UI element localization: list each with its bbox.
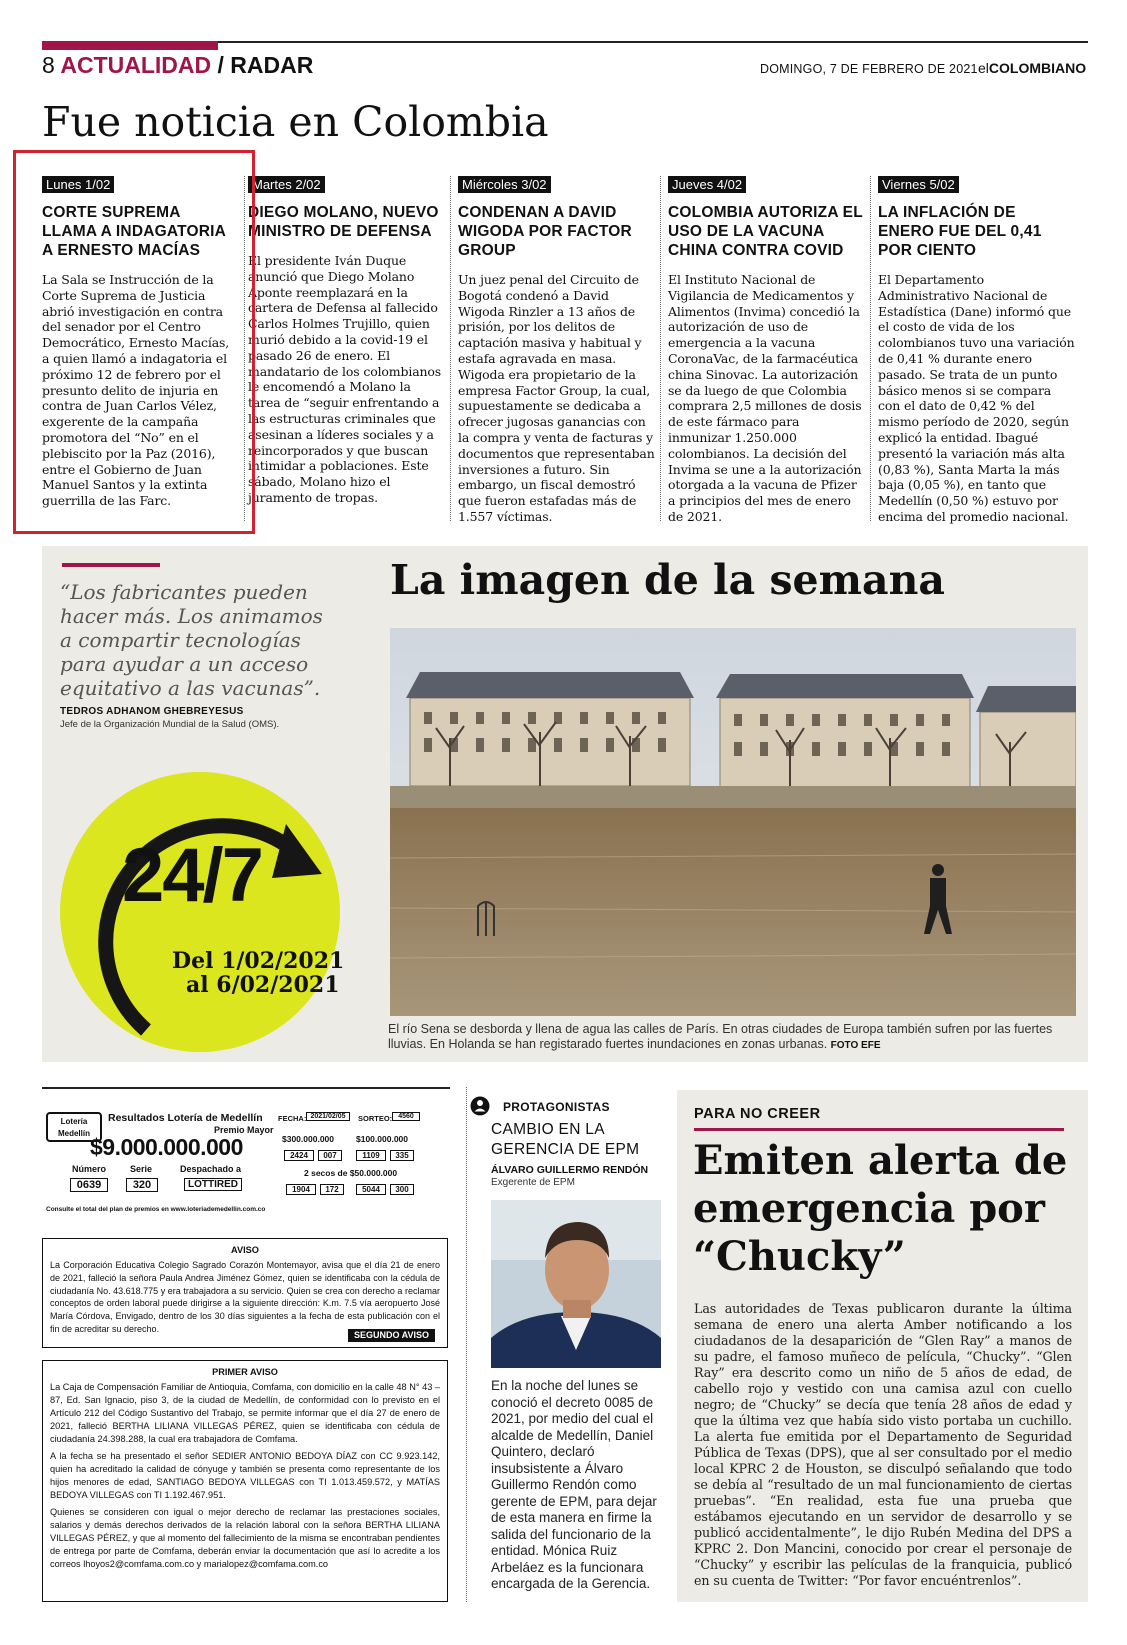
lottery-prize: $9.000.000.000 bbox=[90, 1134, 243, 1160]
protagonist-role: Exgerente de EPM bbox=[491, 1177, 575, 1188]
day-headline: LA INFLACIÓN DE ENERO FUE DEL 0,41 POR CIENTO bbox=[878, 204, 1042, 259]
day-headline: COLOMBIA AUTORIZA EL USO DE LA VACUNA CHINA CONTRA COVID bbox=[668, 204, 863, 259]
fecha-label: FECHA: bbox=[278, 1114, 307, 1123]
day-headline: CONDENAN A DAVID WIGODA POR FACTOR GROUP bbox=[458, 204, 632, 259]
seco-1-number: 2424 bbox=[284, 1150, 314, 1161]
protagonist-photo bbox=[491, 1200, 661, 1368]
photo-caption bbox=[388, 1022, 1078, 1053]
notice-paragraph: Quienes se consideren con igual o mejor derecho de reclamar las prestaciones sociales, salarios y demás derechos derivados de la relación laboral con la señora BERTHA LILIANA VILLEGAS PÉREZ, y que al momento del fallecimiento de la misma se encontraban pendientes de entrega por parte de Comfama, deberán enviar la documentación que así lo acredite a los correos lhoyos2@comfama.com.co y marialopez@comfama.com.co bbox=[50, 1507, 440, 1569]
quote-text: “Los fabricantes pueden hacer más. Los animamos a compartir tecnologías para ayudar a un acceso equitativo a las vacunas”. bbox=[60, 580, 323, 700]
day-label: Lunes 1/02 bbox=[42, 176, 114, 193]
newspaper-logo bbox=[978, 60, 1086, 76]
lottery-logo-top: Lotería bbox=[60, 1117, 88, 1126]
section-color-bar bbox=[42, 41, 218, 50]
draw-number: 4560 bbox=[392, 1112, 420, 1121]
newspaper-logo-name: COLOMBIANO bbox=[988, 60, 1087, 76]
notice-paragraph: A la fecha se ha presentado el señor SEDIER ANTONIO BEDOYA DÍAZ con CC 9.923.142, quien ha acreditado la calidad de cónyuge y también se presenta como representante de los hijos menores de edad, SANTIAGO BEDOYA VILLEGAS con TI 1.013.459.572, y MATÍAS BEDOYA VILLEGAS con TI 1.192.467.951. bbox=[50, 1451, 440, 1500]
lottery-results bbox=[46, 1112, 450, 1222]
day-headline: DIEGO MOLANO, NUEVO MINISTRO DE DEFENSA bbox=[248, 204, 439, 240]
seco-3-number: 1904 bbox=[286, 1184, 316, 1195]
winning-serie: 320 bbox=[126, 1178, 158, 1192]
day-label: Viernes 5/02 bbox=[878, 176, 959, 193]
day-body: La Sala se Instrucción de la Corte Suprema de Justicia abrió investigación en contra del senador por el Centro Democrático, Ernesto Macías, a quien llamó a indagatoria el próximo 12 de febrero por el presunto delito de injuria en contra de Juan Carlos Vélez, exgerente de la campaña promotora del “No” en el plebiscito por la Paz (2016), entre el Gobierno de Juan Manuel Santos y la extinta guerrilla de las Farc. bbox=[42, 272, 230, 509]
flood-photo bbox=[390, 628, 1076, 1016]
badge-date-from: Del 1/02/2021 bbox=[172, 948, 345, 974]
issue-date: DOMINGO, 7 DE FEBRERO DE 2021 bbox=[760, 62, 978, 76]
winning-number: 0639 bbox=[70, 1178, 108, 1192]
chucky-accent-rule bbox=[694, 1128, 1064, 1131]
lottery-title: Resultados Lotería de Medellín bbox=[108, 1112, 263, 1124]
dispatched-to: LOTTIRED bbox=[184, 1178, 242, 1191]
lottery-footer: Consulte el total del plan de premios en www.loteriademedellin.com.co bbox=[46, 1206, 266, 1213]
lottery-logo-bottom: Medellín bbox=[57, 1129, 90, 1138]
seco-2-amount: $100.000.000 bbox=[356, 1134, 408, 1144]
protagonists-kicker: PROTAGONISTAS bbox=[503, 1100, 610, 1114]
section-header bbox=[42, 52, 313, 79]
seco-3-serie: 172 bbox=[320, 1184, 344, 1195]
protagonist-name: ÁLVARO GUILLERMO RENDÓN bbox=[491, 1164, 649, 1176]
seco-1-amount: $300.000.000 bbox=[282, 1134, 334, 1144]
draw-date: 2021/02/05 bbox=[306, 1112, 350, 1121]
sorteo-label: SORTEO: bbox=[358, 1114, 393, 1123]
protagonists-title: CAMBIO EN LA GERENCIA DE EPM bbox=[491, 1121, 640, 1158]
column-divider bbox=[660, 176, 661, 521]
quote-author: TEDROS ADHANOM GHEBREYESUS bbox=[60, 706, 244, 717]
day-body: El Instituto Nacional de Vigilancia de Medicamentos y Alimentos (Invima) concedió la autorización de uso de emergencia a la vacuna CoronaVac, de la farmacéutica china Sinovac. La autorización se da luego de que Colombia comprara 2,5 millones de dosis de este fármaco para inmunizar 1.250.000 colombianos. La decisión del Invima se une a la autorización otorgada a la vacuna de Pfizer a principios del mes de enero de 2021. bbox=[668, 272, 862, 524]
day-body: El presidente Iván Duque anunció que Diego Molano Aponte reemplazará en la cartera de Defensa al fallecido Carlos Holmes Trujillo, quien murió debido a la covid-19 el pasado 26 de enero. El mandatario de los colombianos le encomendó a Molano la tarea de “seguir enfrentando a las estructuras criminales que asesinan a líderes sociales y a reincorporados y que buscan intimidar a poblaciones. Este sábado, Molano hizo el juramento de tropas. bbox=[248, 253, 442, 505]
person-icon bbox=[470, 1096, 490, 1116]
day-label: Martes 2/02 bbox=[248, 176, 325, 193]
legal-notice-2 bbox=[42, 1360, 448, 1602]
seco-2-serie: 335 bbox=[390, 1150, 414, 1161]
bottom-rule bbox=[42, 1087, 450, 1089]
column-divider bbox=[466, 1087, 467, 1602]
day-headline: CORTE SUPREMA LLAMA A INDAGATORIA A ERNESTO MACÍAS bbox=[42, 204, 226, 259]
badge-24-7-text: 24/7 bbox=[122, 833, 262, 918]
day-label: Jueves 4/02 bbox=[668, 176, 746, 193]
chucky-kicker: PARA NO CREER bbox=[694, 1106, 821, 1122]
seco-4-number: 5044 bbox=[356, 1184, 386, 1195]
day-column-thursday bbox=[668, 176, 865, 525]
day-body: El Departamento Administrativo Nacional de Estadística (Dane) informó que el costo de vida de los colombianos tuvo una variación de 0,41 % durante enero pasado. Se trata de un punto básico menos si se compara con el dato de 0,42 % del mismo período de 2020, según explicó la entidad. Ibagué presentó la variación más alta (0,83 %), Santa Marta la más baja (0,05 %), en tanto que Medellín (0,50 %) estuvo por encima del promedio nacional. bbox=[878, 272, 1075, 524]
seco-1-serie: 007 bbox=[318, 1150, 342, 1161]
page-number: 8 bbox=[42, 52, 55, 78]
day-body: Un juez penal del Circuito de Bogotá condenó a David Wigoda Rinzler a 13 años de prisión, por los delitos de captación masiva y habitual y estafa agravada en masa. Wigoda era propietario de la empresa Factor Group, la cual, supuestamente se dedicaba a ofrecer jugosas ganancias con la compra y venta de facturas y documentos que representaban inversiones a futuro. Sin embargo, un fiscal demostró que fueron estafadas más de 1.557 víctimas. bbox=[458, 272, 655, 524]
notice-paragraph: La Caja de Compensación Familiar de Antioquia, Comfama, con domicilio en la calle 48 N° 43 – 87, Ed. San Ignacio, piso 3, de la ciudad de Medellín, de conformidad con lo previsto en el Artículo 212 del Código Sustantivo del Trabajo, se permite informar que el día 27 de enero de 2021, falleció BERTHA LILIANA VILLEGAS PÉREZ, quien se identificaba con cédula de ciudadanía 24.398.288, la cual era trabajadora de Comfama. bbox=[50, 1382, 440, 1444]
secos-line: 2 secos de $50.000.000 bbox=[304, 1168, 398, 1178]
newspaper-logo-prefix: el bbox=[978, 60, 989, 76]
page-title: Fue noticia en Colombia bbox=[42, 98, 549, 146]
lottery-subtitle: Premio Mayor bbox=[214, 1125, 274, 1135]
column-divider bbox=[450, 176, 451, 521]
section-name: ACTUALIDAD bbox=[60, 52, 212, 78]
notice-title: AVISO bbox=[231, 1245, 259, 1255]
numero-label: Número bbox=[72, 1164, 107, 1174]
photo-credit: FOTO EFE bbox=[830, 1040, 881, 1051]
badge-date-to: al 6/02/2021 bbox=[186, 972, 340, 998]
notice-footer: SEGUNDO AVISO bbox=[348, 1329, 435, 1342]
serie-label: Serie bbox=[130, 1164, 153, 1174]
chucky-body: Las autoridades de Texas publicaron durante la última semana de enero una alerta Amber notificando a los ciudadanos de la desaparición de “Glen Ray” a manos de su padre, el famoso muñeco de película, “Chucky”. “Glen Ray” era descrito como un niño de 5 años de edad, de cabello rojo y vestido con una camisa azul con cuello negro; de “Chucky” se decía que tenía 28 años de edad y que la última vez que había sido visto portaba un cuchillo. La alerta fue emitida por el Departamento de Seguridad Pública de Texas (DPS), que al ser consultado por el medio local KPRC 2 de Houston, se disculpó señalando que todo se debía al “resultado de un mal funcionamiento de ciertas pruebas”. “En realidad, esta fue una prueba que estábamos ejecutando en un servidor de desarrollo y se publicó accidentalmente”, le dijo Rubén Medina del DPS a KPRC 2. Don Mancini, conocido por crear el personaje de “Chucky” y escribir las películas de la franquicia, publicó en su cuenta de Twitter: “Por favor encuéntrenlos”. bbox=[694, 1301, 1072, 1588]
notice-text: La Corporación Educativa Colegio Sagrado Corazón Montemayor, avisa que el día 21 de enero de 2021, falleció la señora Paula Andrea Jiménez Gómez, quien se identificaba con la cédula de ciudadanía No. 43.618.775 y era trabajadora a su servicio. Quien se crea con derecho a reclamar conceptos de orden laboral puede dirigirse a la siguiente dirección: K.m. 7.5 vía aeropuerto José María Córdova, Envigado, dentro de los 30 días siguientes a la fecha de esta publicación con el fin de acreditar su derecho. bbox=[50, 1260, 440, 1334]
day-label: Miércoles 3/02 bbox=[458, 176, 551, 193]
protagonists-body: En la noche del lunes se conoció el decreto 0085 de 2021, por medio del cual el alcalde de Medellín, Daniel Quintero, declaró insubsistente a Álvaro Guillermo Rendón como gerente de EPM, para dejar de esta manera en firme la salida del funcionario de la entidad. Mónica Ruiz Arbeláez es la funcionara encargada de la Gerencia. bbox=[491, 1378, 657, 1591]
subsection-name: / RADAR bbox=[217, 52, 314, 78]
column-divider bbox=[870, 176, 871, 521]
quote-author-role: Jefe de la Organización Mundial de la Salud (OMS). bbox=[60, 719, 280, 730]
chucky-headline: Emiten alerta de emergencia por “Chucky” bbox=[693, 1137, 1068, 1280]
quote-accent-bar bbox=[62, 563, 160, 567]
notice-title: PRIMER AVISO bbox=[212, 1367, 278, 1377]
photo-caption-text: El río Sena se desborda y llena de agua las calles de París. En otras ciudades de Europa también sufren por las fuertes lluvias. En Holanda se han registarado fuertes inundaciones en zonas urbanas. bbox=[388, 1022, 1053, 1051]
week-image-title: La imagen de la semana bbox=[390, 556, 945, 604]
highlight-box bbox=[13, 150, 255, 534]
despachado-label: Despachado a bbox=[180, 1164, 242, 1174]
day-column-wednesday bbox=[458, 176, 655, 525]
legal-notice-1 bbox=[42, 1238, 448, 1348]
day-column-tuesday bbox=[248, 176, 445, 506]
seco-4-serie: 300 bbox=[390, 1184, 414, 1195]
day-column-friday bbox=[878, 176, 1075, 525]
seco-2-number: 1109 bbox=[356, 1150, 386, 1161]
